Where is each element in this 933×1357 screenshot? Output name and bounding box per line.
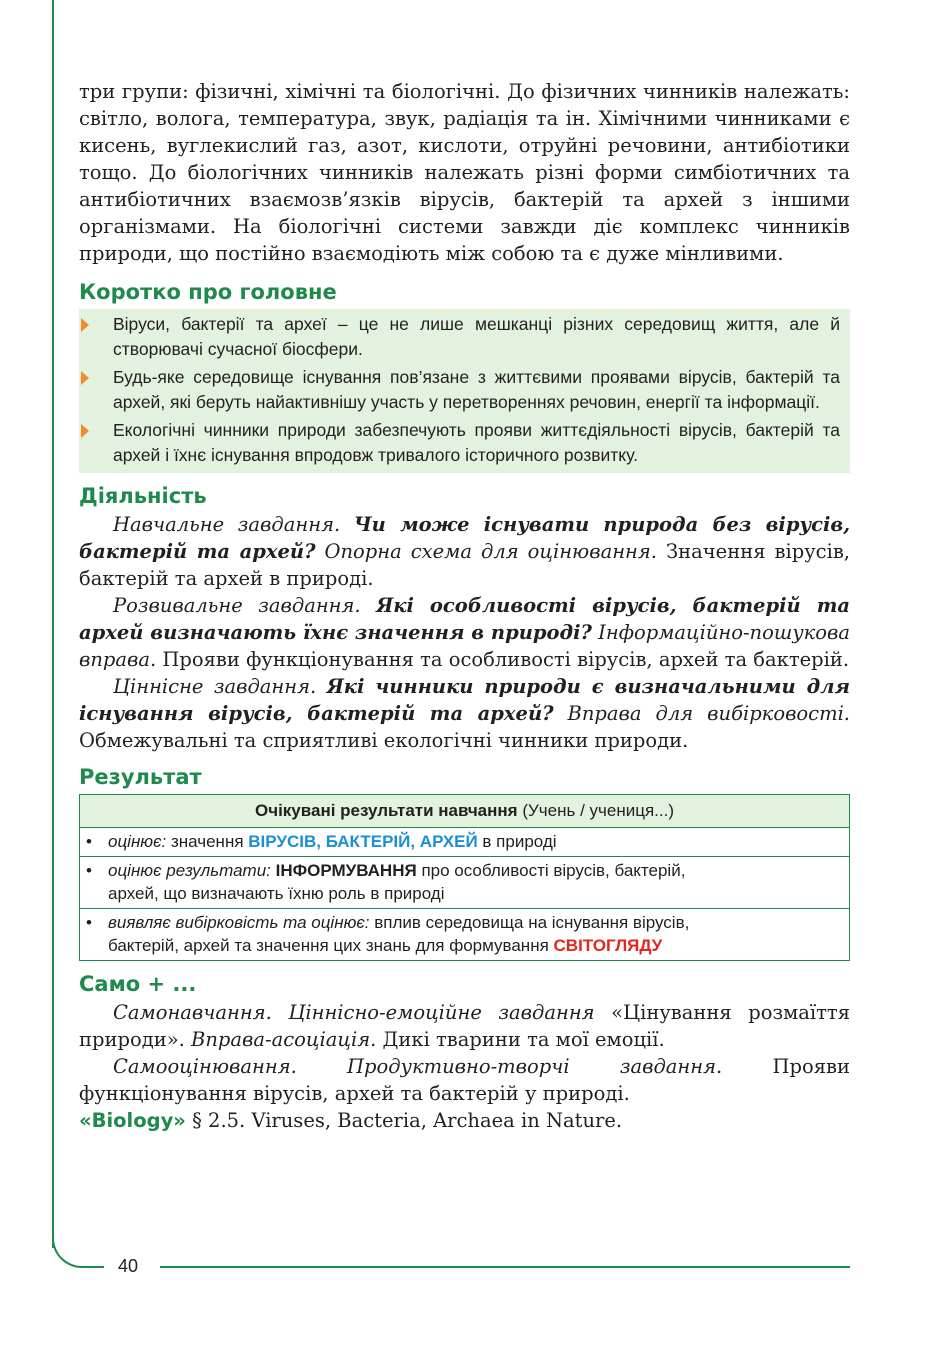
summary-box <box>79 309 850 473</box>
task-topic: Прояви функціонування та особливості вірусів, архей та бактерій. <box>162 648 850 671</box>
summary-item <box>79 312 840 362</box>
summary-item <box>79 365 840 415</box>
task-topic: Значення вірусів, бактерій та архей в природі. <box>79 540 851 590</box>
activity-task <box>79 592 850 673</box>
self-italic: Самооцінювання. Продуктивно-творчі завдання. <box>113 1055 723 1078</box>
result-text-line2: архей, що визначають їхню роль в природі <box>108 884 445 903</box>
summary-item-text: Екологічні чинники природи забезпечують прояви життєдіяльності вірусів, бактерій та архей і їхнє існування впродовж тривалого історичного розвитку. <box>113 420 840 465</box>
self-paragraph <box>79 1053 850 1107</box>
results-table-header <box>80 795 850 828</box>
page-content <box>79 78 850 1134</box>
self-text: Прояви функціонування вірусів, архей та бактерій у природі. <box>79 1055 850 1105</box>
triangle-bullet-icon <box>79 418 113 468</box>
table-row <box>80 909 850 961</box>
task-question: Які особливості вірусів, бактерій та архей визначають їхнє значення в природі? <box>79 594 851 644</box>
results-table <box>79 794 850 961</box>
task-type: Розвивальне завдання. <box>113 594 361 617</box>
summary-item-text: Віруси, бактерії та археї – це не лише мешканці різних середовищ життя, але й створювачі сучасної біосфери. <box>113 314 840 359</box>
table-row <box>80 857 850 909</box>
task-type: Ціннісне завдання. <box>113 675 317 698</box>
result-keyword: ВІРУСІВ, БАКТЕРІЙ, АРХЕЙ <box>248 832 478 851</box>
task-exercise: Інформаційно-пошукова вправа. <box>79 621 850 671</box>
results-cell <box>80 857 850 909</box>
bullet-dot: • <box>86 861 92 880</box>
result-verb: оцінює: <box>108 832 167 851</box>
biology-text: § 2.5. Viruses, Bacteria, Archaea in Nature. <box>192 1109 623 1132</box>
activity-task <box>79 673 850 754</box>
result-text-line2-wrap <box>86 934 843 957</box>
page-frame-corner <box>52 1228 104 1268</box>
task-question: Чи може існувати природа без вірусів, бактерій та архей? <box>79 513 851 563</box>
result-verb: виявляє вибірковість та оцінює: <box>108 913 370 932</box>
task-exercise: Опорна схема для оцінювання. <box>324 540 658 563</box>
activity-heading: Діяльність <box>79 484 207 508</box>
results-header-bold: Очікувані результати навчання <box>254 801 518 820</box>
result-text: вплив середовища на існування вірусів, <box>374 913 690 932</box>
task-exercise: Вправа для вибірковості. <box>567 702 851 725</box>
page-frame-bottom-line <box>160 1266 850 1268</box>
biology-reference <box>79 1107 850 1134</box>
result-text: значення <box>170 832 244 851</box>
table-row <box>80 828 850 857</box>
bullet-dot: • <box>86 832 92 851</box>
task-topic: Обмежувальні та сприятливі екологічні чинники природи. <box>79 729 689 752</box>
self-paragraph <box>79 999 850 1053</box>
result-verb: оцінює результати: <box>108 861 271 880</box>
self-heading: Само + ... <box>79 972 197 996</box>
result-heading: Результат <box>79 765 202 789</box>
triangle-bullet-icon <box>79 365 113 415</box>
results-cell <box>80 909 850 961</box>
task-question: Які чинники природи є визначальними для існування вірусів, бактерій та архей? <box>79 675 850 725</box>
intro-paragraph: три групи: фізичні, хімічні та біологічні. До фізичних чинників належать: світло, волога, температура, звук, радіація та ін. Хімічними чинниками є кисень, вуглекислий газ, азот, кислоти, отруйні речовини, антибіотики тощо. До біологічних чинників належать різні форми симбіотичних та антибіотичних взаємозв’язків вірусів, бактерій та архей з іншими організмами. На біологічні системи завжди діє комплекс чинників природи, що постійно взаємодіють між собою та є дуже мінливими. <box>79 80 850 265</box>
result-keyword: ІНФОРМУВАННЯ <box>275 861 417 880</box>
page-frame-vertical-line <box>52 0 54 1248</box>
summary-item-text: Будь-яке середовище існування пов’язане з життєвими проявами вірусів, бактерій та архей, які беруть найактивнішу участь у перетвореннях речовин, енергії та інформації. <box>113 367 840 412</box>
triangle-bullet-icon <box>79 312 113 362</box>
results-cell <box>80 828 850 857</box>
result-text: в природі <box>482 832 557 851</box>
self-quote: «Цінування розмаїття природи». <box>79 1001 851 1051</box>
results-header-rest: (Учень / учениця...) <box>522 801 674 820</box>
summary-item <box>79 418 840 468</box>
result-text-line2: бактерій, архей та значення цих знань для формування <box>108 936 549 955</box>
result-text: про особливості вірусів, бактерій, <box>421 861 686 880</box>
self-text: Дикі тварини та мої емоції. <box>382 1028 665 1051</box>
page-number: 40 <box>118 1256 139 1276</box>
self-italic: Вправа-асоціація. <box>191 1028 377 1051</box>
biology-label: «Biology» <box>79 1109 186 1132</box>
bullet-dot: • <box>86 913 92 932</box>
task-type: Навчальне завдання. <box>113 513 341 536</box>
self-italic: Самонавчання. Ціннісно-емоційне завдання <box>113 1001 595 1024</box>
summary-heading: Коротко про головне <box>79 280 337 304</box>
result-keyword: СВІТОГЛЯДУ <box>553 936 663 955</box>
activity-task <box>79 511 850 592</box>
results-table-header-row <box>80 795 850 828</box>
